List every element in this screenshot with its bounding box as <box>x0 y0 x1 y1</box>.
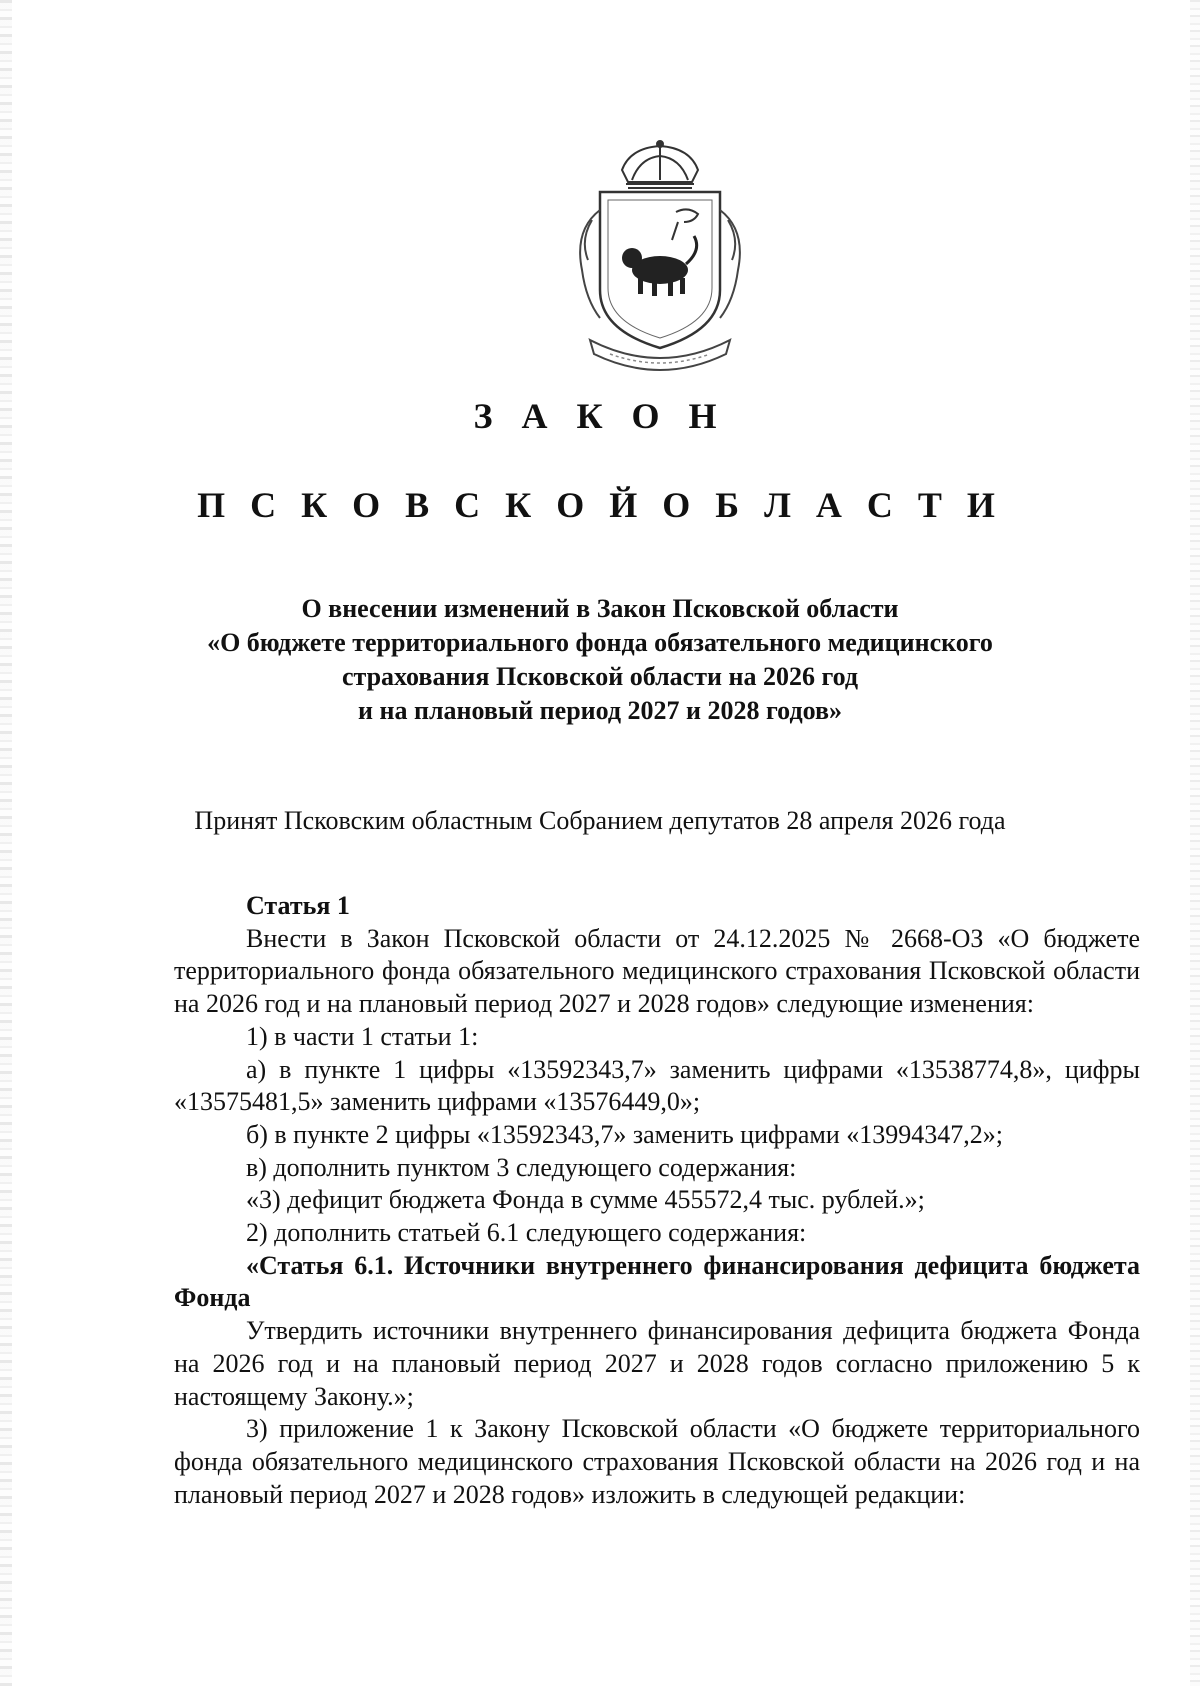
scan-edge-right <box>1190 0 1200 1686</box>
law-subject <box>0 592 1200 728</box>
document-region: П С К О В С К О Й О Б Л А С Т И <box>197 485 1003 525</box>
body-paragraph: а) в пункте 1 цифры «13592343,7» заменить цифрами «13538774,8», цифры «13575481,5» заменить цифрами «13576449,0»; <box>174 1054 1140 1117</box>
article-heading: Статья 1 <box>246 891 350 920</box>
body-paragraph: Внести в Закон Псковской области от 24.12.2025 № 2668-ОЗ «О бюджете территориального фонда обязательного медицинского страхования Псковской области на 2026 год и на плановый период 2027 и 2028 годов» следующие изменения: <box>174 923 1140 1019</box>
adoption-line: Принят Псковским областным Собранием депутатов 28 апреля 2026 года <box>194 806 1006 835</box>
law-subject-line: «О бюджете территориального фонда обязательного медицинского <box>207 628 993 657</box>
law-subject-line: и на плановый период 2027 и 2028 годов» <box>358 696 842 725</box>
body-paragraph: 1) в части 1 статьи 1: <box>246 1021 479 1051</box>
body-paragraph: «3) дефицит бюджета Фонда в сумме 455572,4 тыс. рублей.»; <box>246 1185 925 1215</box>
pskov-coat-of-arms-icon <box>560 140 760 380</box>
document-title: З А К О Н <box>473 396 727 436</box>
body-paragraph: 2) дополнить статьей 6.1 следующего содержания: <box>246 1218 807 1248</box>
scan-edge-left <box>0 0 12 1686</box>
law-subject-line: страхования Псковской области на 2026 год <box>341 662 859 691</box>
body-paragraph: б) в пункте 2 цифры «13592343,7» заменить цифрами «13994347,2»; <box>246 1119 1003 1149</box>
body-paragraph: 3) приложение 1 к Закону Псковской области «О бюджете территориального фонда обязательного медицинского страхования Псковской области на 2026 год и на плановый период 2027 и 2028 годов» изложить в следующей редакции: <box>174 1414 1140 1509</box>
document-body <box>174 890 1140 1511</box>
body-paragraph: в) дополнить пунктом 3 следующего содержания: <box>246 1152 797 1182</box>
body-paragraph: Утвердить источники внутреннего финансирования дефицита бюджета Фонда на 2026 год и на плановый период 2027 и 2028 годов согласно приложению 5 к настоящему Закону.»; <box>174 1316 1140 1411</box>
law-subject-line: О внесении изменений в Закон Псковской области <box>301 594 899 623</box>
article-6-1-heading: «Статья 6.1. Источники внутреннего финансирования дефицита бюджета Фонда <box>174 1250 1140 1313</box>
